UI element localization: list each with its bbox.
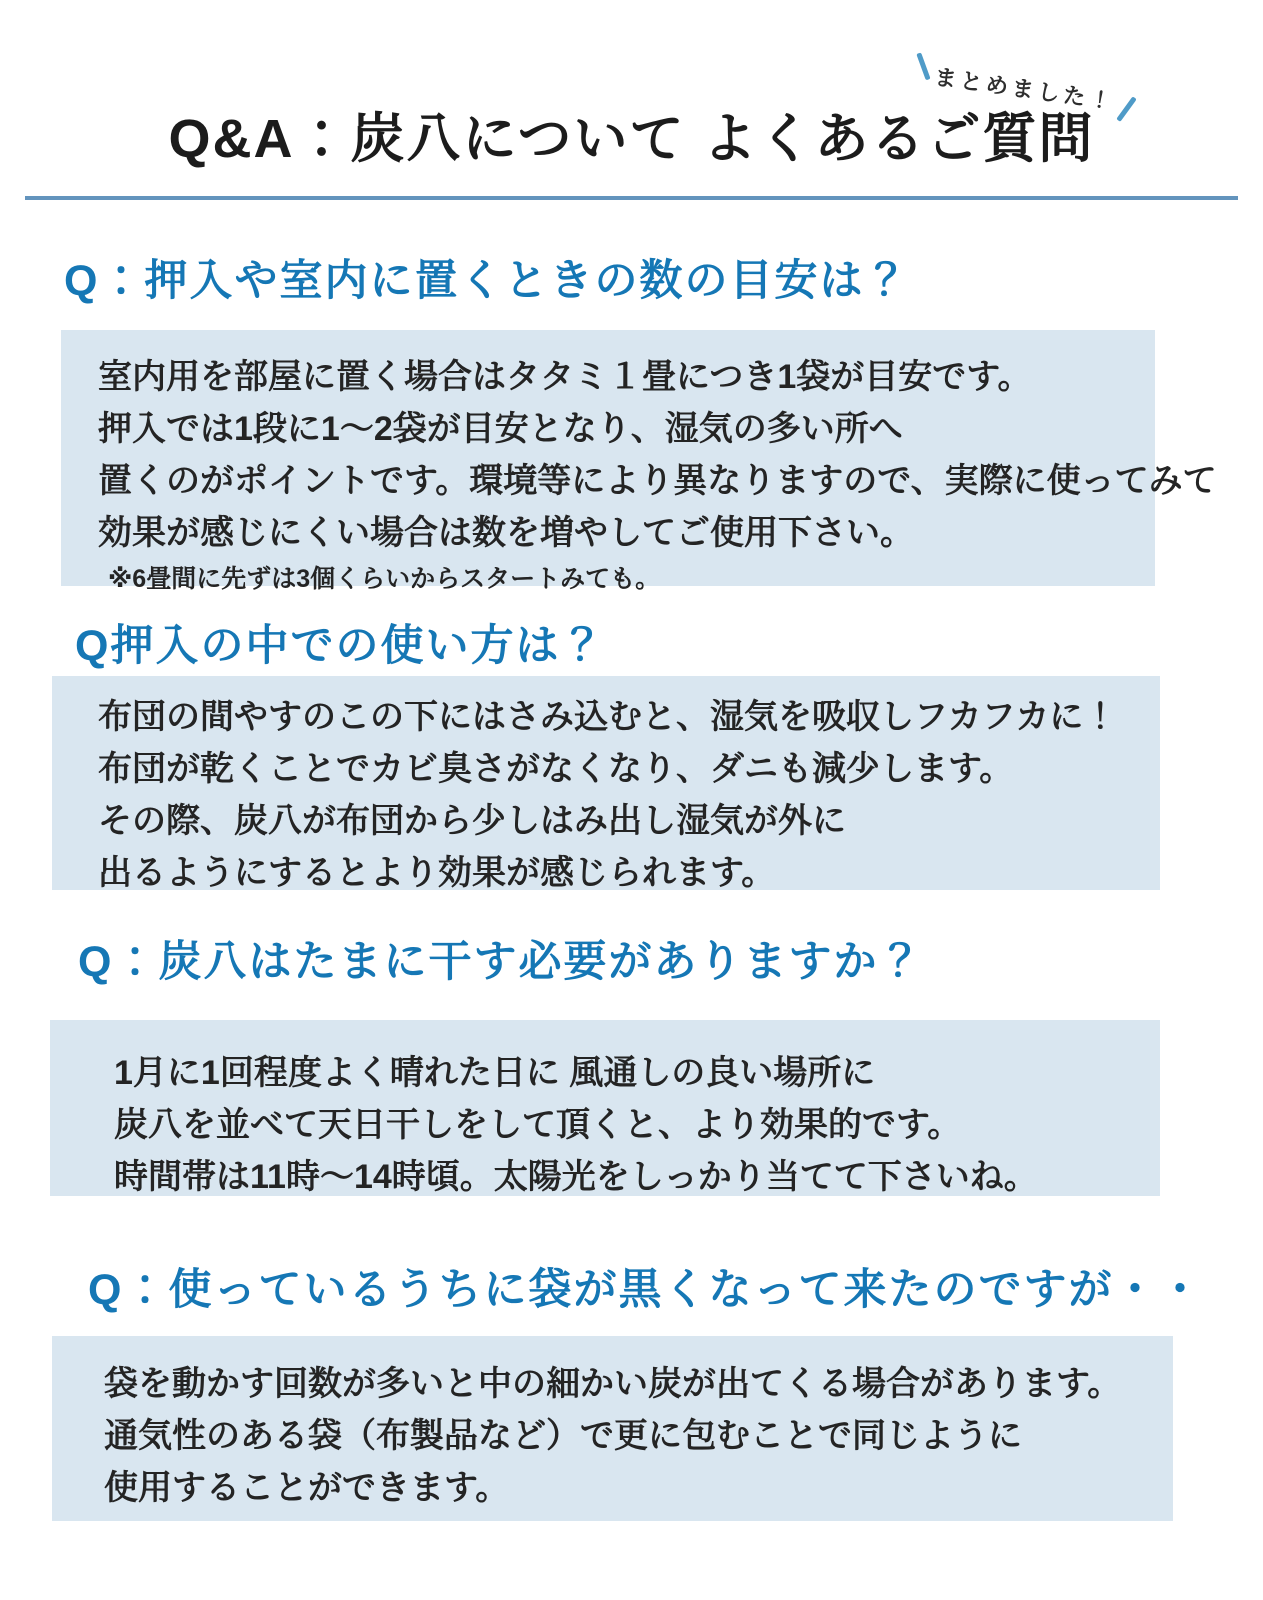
answer-line: 効果が感じにくい場合は数を増やしてご使用下さい。 xyxy=(98,514,914,552)
answer-box-1 xyxy=(61,330,1217,593)
answer-line: 時間帯は11時〜14時頃。太陽光をしっかり当てて下さいね。 xyxy=(114,1158,1038,1196)
answer-line: 袋を動かす回数が多いと中の細かい炭が出てくる場合があります。 xyxy=(104,1365,1122,1403)
question-4: Q：使っているうちに袋が黒くなって来たのですが・・ xyxy=(88,1266,1204,1314)
answer-note: ※6畳間に先ずは3個くらいからスタートみても。 xyxy=(108,565,661,593)
slash-left-icon xyxy=(916,52,930,80)
answer-line: その際、炭八が布団から少しはみ出し湿気が外に xyxy=(98,802,846,840)
answer-line: 布団の間やすのこの下にはさみ込むと、湿気を吸収しフカフカに！ xyxy=(98,698,1118,736)
answer-line: 置くのがポイントです。環境等により異なりますので、実際に使ってみて xyxy=(98,462,1217,500)
answer-box-4 xyxy=(52,1336,1173,1521)
answer-line: 布団が乾くことでカビ臭さがなくなり、ダニも減少します。 xyxy=(98,750,1014,788)
answer-line: 1月に1回程度よく晴れた日に 風通しの良い場所に xyxy=(114,1054,876,1092)
answer-box-3 xyxy=(50,1020,1160,1196)
answer-line: 出るようにするとより効果が感じられます。 xyxy=(98,854,776,892)
question-3: Q：炭八はたまに干す必要がありますか？ xyxy=(78,938,924,986)
callout-text: まとめました！ xyxy=(932,63,1117,114)
answer-line: 押入では1段に1〜2袋が目安となり、湿気の多い所へ xyxy=(98,410,903,448)
answer-box-2 xyxy=(52,676,1160,890)
answer-line: 通気性のある袋（布製品など）で更に包むことで同じように xyxy=(104,1417,1022,1455)
title-divider xyxy=(25,196,1238,200)
answer-line: 使用することができます。 xyxy=(104,1469,510,1507)
page-title: Q&A：炭八について よくあるご質問 xyxy=(168,109,1095,169)
answer-line: 室内用を部屋に置く場合はタタミ１畳につき1袋が目安です。 xyxy=(98,358,1032,396)
question-1: Q：押入や室内に置くときの数の目安は？ xyxy=(64,257,910,305)
answer-line: 炭八を並べて天日干しをして頂くと、より効果的です。 xyxy=(114,1106,962,1144)
question-2: Q押入の中での使い方は？ xyxy=(75,622,606,670)
